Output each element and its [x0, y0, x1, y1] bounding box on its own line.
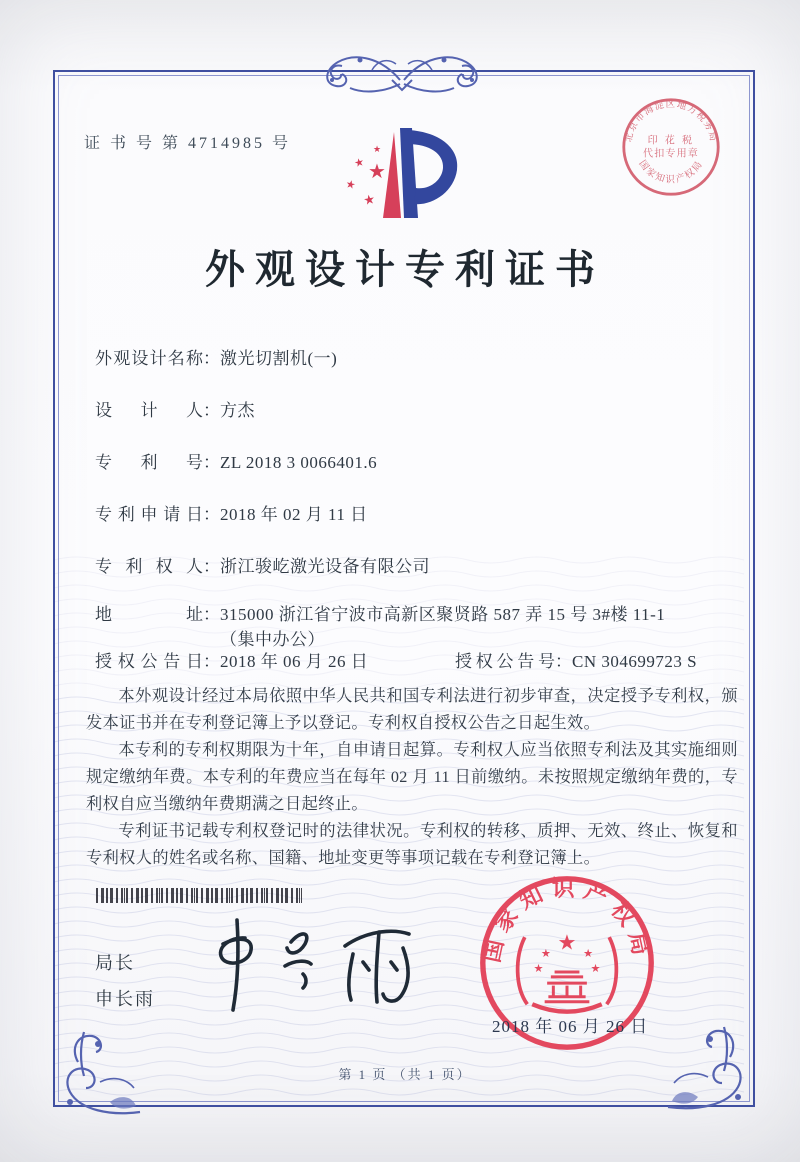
- field-label: 设计人: [95, 401, 203, 420]
- field-label: 地址: [95, 605, 203, 624]
- field-filing-date: [95, 502, 368, 527]
- certificate-number: 证 书 号 第 4714985 号: [84, 135, 292, 152]
- national-emblem-icon: [518, 930, 617, 1012]
- svg-text:★: ★: [344, 177, 357, 192]
- seal-arc-text: 国家知识产权局: [478, 876, 656, 965]
- commissioner-title: 局长: [95, 953, 135, 973]
- field-value: 2018 年 06 月 26 日: [220, 652, 369, 671]
- field-address: [95, 602, 698, 652]
- colon: ：: [203, 349, 220, 368]
- svg-text:★: ★: [372, 145, 382, 155]
- field-label: 专利号: [95, 453, 203, 472]
- top-border-ornament-icon: [272, 40, 532, 104]
- colon: ：: [203, 401, 220, 420]
- tax-stamp-icon: [612, 88, 730, 206]
- field-grant-date: [95, 649, 368, 674]
- field-value: 浙江骏屹激光设备有限公司: [220, 557, 430, 576]
- commissioner-name: 申长雨: [95, 989, 155, 1009]
- legal-paragraph: 本外观设计经过本局依照中华人民共和国专利法进行初步审查，决定授予专利权，颁发本证书并在专利登记簿上予以登记。专利权自授权公告之日起生效。: [86, 687, 738, 732]
- page-info: 第 1 页 （共 1 页）: [338, 1067, 472, 1082]
- field-value: 方杰: [220, 401, 255, 420]
- tax-stamp-center-line1: 印 花 税: [647, 135, 695, 147]
- cnipa-logo-icon: [330, 118, 470, 230]
- field-value: 激光切割机(一): [220, 349, 338, 368]
- tax-stamp-center-line2: 代扣专用章: [643, 148, 699, 160]
- colon: ：: [203, 557, 220, 576]
- svg-text:国家知识产权局: [636, 158, 705, 185]
- field-patent-number: [95, 450, 377, 475]
- colon: ：: [203, 605, 220, 624]
- svg-text:★: ★: [590, 961, 601, 975]
- svg-text:★: ★: [540, 947, 551, 961]
- svg-text:★: ★: [352, 155, 366, 171]
- svg-text:★: ★: [368, 159, 386, 183]
- field-patentee: [95, 554, 430, 579]
- field-label: 专利申请日: [95, 505, 203, 524]
- svg-text:★: ★: [533, 961, 544, 975]
- legal-text: [86, 683, 738, 872]
- svg-text:★: ★: [583, 947, 594, 961]
- colon: ：: [203, 505, 220, 524]
- field-label: 授权公告号: [455, 652, 555, 671]
- tax-stamp-arc-top-text: 北京市海淀区地方税务局: [623, 100, 719, 144]
- field-design-name: [95, 346, 337, 371]
- colon: ：: [203, 453, 220, 472]
- legal-paragraph: 专利证书记载专利权登记时的法律状况。专利权的转移、质押、无效、终止、恢复和专利权人的姓名或名称、国籍、地址变更等事项记载在专利登记簿上。: [86, 822, 738, 867]
- field-label: 授权公告日: [95, 652, 203, 671]
- field-label: 专利权人: [95, 557, 203, 576]
- seal-date: 2018 年 06 月 26 日: [492, 1017, 649, 1036]
- field-value: 2018 年 02 月 11 日: [220, 505, 368, 524]
- field-label: 外观设计名称: [95, 349, 203, 368]
- field-value: 315000 浙江省宁波市高新区聚贤路 587 弄 15 号 3#楼 11-1（集中办公）: [220, 605, 666, 649]
- barcode: [96, 888, 302, 903]
- colon: ：: [555, 652, 572, 671]
- svg-text:★: ★: [557, 929, 577, 955]
- tax-stamp-arc-bottom-text: 国家知识产权局: [636, 158, 706, 186]
- field-value: CN 304699723 S: [572, 652, 698, 671]
- field-grant-number: [455, 649, 697, 674]
- signature-icon: [195, 902, 445, 1022]
- legal-paragraph: 本专利的专利权期限为十年，自申请日起算。专利权人应当依照专利法及其实施细则规定缴纳年费。本专利的年费应当在每年 02 月 11 日前缴纳。未按照规定缴纳年费的，专利权自应当缴纳年费期满之日起终止。: [86, 741, 738, 813]
- colon: ：: [203, 652, 220, 671]
- certificate-title: 外观设计专利证书: [205, 247, 605, 292]
- field-value: ZL 2018 3 0066401.6: [220, 453, 378, 472]
- field-designer: [95, 398, 255, 423]
- svg-text:★: ★: [362, 192, 377, 209]
